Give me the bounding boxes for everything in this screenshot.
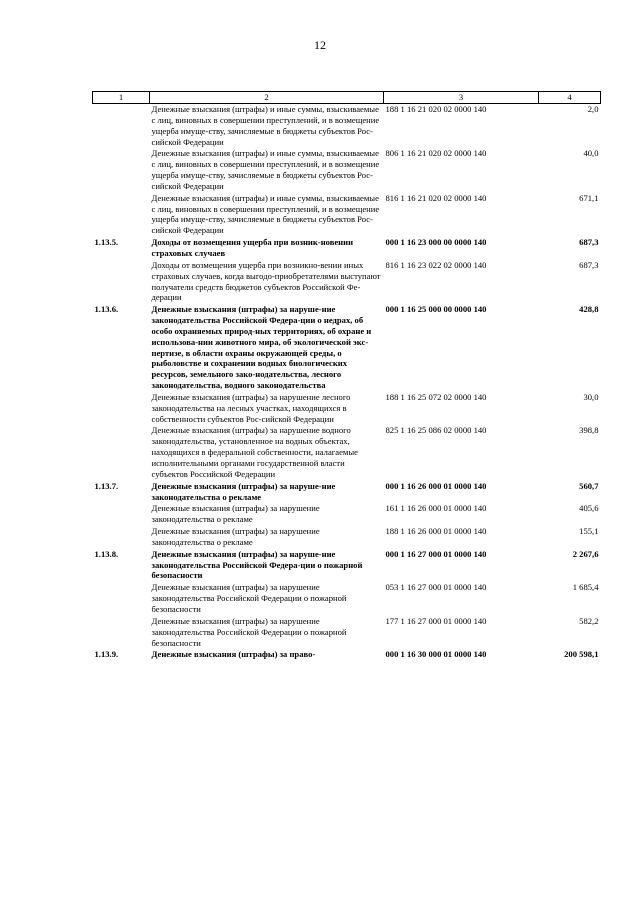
row-number: 1.13.9. [94,649,119,660]
row-name: Денежные взыскания (штрафы) за нарушение законодательства о рекламе [151,526,320,547]
row-code: 188 1 16 26 000 01 0000 140 [385,526,487,537]
row-amount: 687,3 [579,259,599,270]
row-number [93,193,150,237]
row-amount: 200 598,1 [564,649,599,660]
row-name: Денежные взыскания (штрафы) за нарушение водного законодательства, установленное на водных объектах, находящихся в федеральной собственности, налагаемые исполнительными органами государственной власти субъектов Российской Федерации [151,425,358,479]
row-amount: 30,0 [583,391,599,402]
budget-table [92,91,601,661]
row-number: 1.13.8. [94,548,119,559]
row-number [93,392,150,426]
table-row [93,260,601,304]
row-amount: 560,7 [579,480,599,491]
row-name: Денежные взыскания (штрафы) за наруше-ние законодательства Российской Федера-ции о пожарной безопасности [151,548,363,581]
table-row [93,193,601,237]
row-amount: 155,1 [579,526,599,537]
row-amount: 671,1 [579,192,599,203]
row-code: 188 1 16 25 072 02 0000 140 [385,391,487,402]
header-col-amount: 4 [539,92,601,104]
row-number: 1.13.6. [94,304,119,315]
row-number [93,260,150,304]
table-row [93,392,601,426]
section-row [93,649,601,661]
table-row [93,148,601,192]
row-amount: 2 267,6 [572,548,599,559]
row-amount: 405,6 [579,503,599,514]
table-row [93,526,601,549]
row-name: Доходы от возмещения ущерба при возник-новении страховых случаев [151,237,354,258]
row-code: 161 1 16 26 000 01 0000 140 [385,503,487,514]
row-code: 816 1 16 21 020 02 0000 140 [385,192,487,203]
row-code: 000 1 16 30 000 01 0000 140 [385,649,487,660]
table-header [93,92,601,104]
table-row [93,582,601,616]
section-row [93,237,601,260]
row-code: 053 1 16 27 000 01 0000 140 [385,582,487,593]
row-number [93,425,150,480]
row-name: Денежные взыскания (штрафы) за право- [151,649,316,660]
row-number [93,104,150,149]
row-name: Денежные взыскания (штрафы) и иные суммы, взыскиваемые с лиц, виновных в совершении преступлений, и в возмещение ущерба имуще-ству, зачисляемые в бюджеты субъектов Рос-сийской Федерации [151,192,380,236]
section-row [93,481,601,504]
row-number [93,503,150,526]
row-amount: 1 685,4 [572,582,599,593]
row-number [93,616,150,650]
row-name: Денежные взыскания (штрафы) за наруше-ние законодательства Российской Федера-ции о недрах, об особо охраняемых природ-ных территориях, об охране и использова-нии животного мира, об экологической экс-пертизе, в области охраны окружающей среды, о рыболовстве и сохранении водных биологических ресурсов, земельного зако-нодательства, лесного законодательства, водного законодательства [151,304,372,391]
table-row [93,104,601,149]
row-amount: 582,2 [579,615,599,626]
row-name: Денежные взыскания (штрафы) за нарушение лесного законодательства на лесных участках, находящихся в собственности субъектов Рос-сийской Федерации [151,391,351,424]
row-name: Денежные взыскания (штрафы) за нарушение законодательства Российской Федерации о пожарной безопасности [151,615,347,648]
header-row [93,92,601,104]
row-number: 1.13.5. [94,237,119,248]
row-amount: 398,8 [579,425,599,436]
page-number: 12 [314,38,326,52]
row-code: 825 1 16 25 086 02 0000 140 [385,425,487,436]
row-name: Денежные взыскания (штрафы) за наруше-ние законодательства о рекламе [151,480,336,502]
row-name: Доходы от возмещения ущерба при возникно-вении иных страховых случаев, когда выгодо-приобретателями выступают получатели средств бюджетов субъектов Российской Фе-дерации [151,259,381,303]
table-row [93,425,601,480]
header-col-name: 2 [150,92,384,104]
row-code: 000 1 16 26 000 01 0000 140 [385,480,487,491]
row-code: 000 1 16 23 000 00 0000 140 [385,237,487,248]
row-number [93,148,150,192]
row-amount: 687,3 [579,237,599,248]
table-body [93,104,601,662]
row-name: Денежные взыскания (штрафы) и иные суммы, взыскиваемые с лиц, виновных в совершении преступлений, и в возмещение ущерба имуще-ству, зачисляемые в бюджеты субъектов Рос-сийской Федерации [151,104,380,147]
table-row [93,503,601,526]
row-code: 816 1 16 23 022 02 0000 140 [385,259,487,270]
header-col-number: 1 [93,92,150,104]
row-number [93,526,150,549]
row-code: 806 1 16 21 020 02 0000 140 [385,148,487,159]
row-number [93,582,150,616]
row-name: Денежные взыскания (штрафы) за нарушение законодательства о рекламе [151,503,320,525]
header-col-code: 3 [384,92,539,104]
section-row [93,304,601,392]
row-code: 000 1 16 27 000 01 0000 140 [385,548,487,559]
row-amount: 2,0 [587,104,599,114]
row-amount: 428,8 [579,304,599,315]
row-code: 000 1 16 25 000 00 0000 140 [385,304,487,315]
row-code: 188 1 16 21 020 02 0000 140 [385,104,487,114]
table-row [93,616,601,650]
row-amount: 40,0 [583,148,599,159]
row-code: 177 1 16 27 000 01 0000 140 [385,615,487,626]
section-row [93,549,601,583]
row-name: Денежные взыскания (штрафы) и иные суммы, взыскиваемые с лиц, виновных в совершении преступлений, и в возмещение ущерба имуще-ству, зачисляемые в бюджеты субъектов Рос-сийской Федерации [151,148,380,191]
row-name: Денежные взыскания (штрафы) за нарушение законодательства Российской Федерации о пожарной безопасности [151,582,347,614]
row-number: 1.13.7. [94,480,119,491]
